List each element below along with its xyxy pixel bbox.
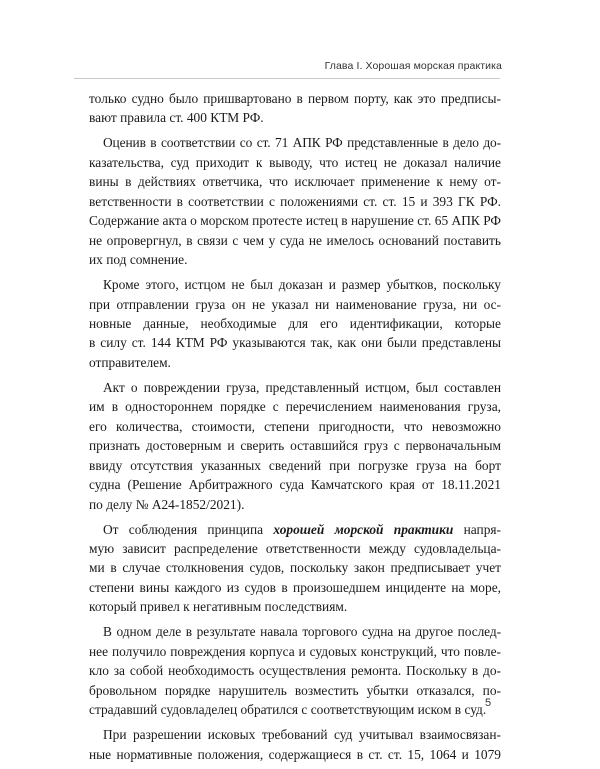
text-line: ные нормативные положения, содержащиеся в ст. ст. 15, 1064 и 1079 bbox=[89, 746, 501, 762]
text-line: новные данные, необходимые для его идентификации, которые bbox=[89, 315, 501, 331]
text-line: ввиду отсутствия указанных сведений при погрузке груза на борт bbox=[89, 457, 501, 473]
text-line: вины в действиях ответчика, что исключает применение к нему от- bbox=[89, 174, 501, 190]
text-line: Акт о повреждении груза, представленный истцом, был составлен bbox=[103, 379, 501, 395]
text-line-with-emphasis bbox=[89, 520, 501, 539]
text-run: напря- bbox=[453, 521, 502, 537]
page-number: 5 bbox=[485, 697, 492, 709]
text-line: бровольном порядке нарушитель возместить убытки отказался, по- bbox=[89, 682, 501, 698]
text-line: В одном деле в результате навала торгового судна на другое послед- bbox=[103, 624, 501, 640]
text-line: их под сомнение. bbox=[89, 252, 188, 268]
emphasized-term: хорошей морской практики bbox=[273, 521, 454, 537]
text-line: при отправлении груза он не указал ни наименование груза, ни ос- bbox=[89, 296, 501, 312]
text-line: При разрешении исковых требований суд учитывал взаимосвязан- bbox=[103, 727, 501, 743]
text-line: степени вины каждого из судов в произошедшем инциденте на море, bbox=[89, 579, 501, 595]
running-header: Глава I. Хорошая морская практика bbox=[324, 60, 502, 72]
header-rule bbox=[74, 78, 500, 79]
text-line: страдавший судовладелец обратился с соответствующим иском в суд. bbox=[89, 702, 487, 718]
paragraph-3 bbox=[89, 275, 501, 372]
text-line: нее получило повреждения корпуса и судовых конструкций, что повле- bbox=[89, 643, 501, 659]
text-line: в силу ст. 144 КТМ РФ указываются так, как они были представлены bbox=[89, 335, 501, 351]
text-line: судна (Решение Арбитражного суда Камчатского края от 18.11.2021 bbox=[89, 477, 501, 493]
text-line: по делу № А24-1852/2021). bbox=[89, 496, 245, 512]
text-line: Содержание акта о морском протесте истец в нарушение ст. 65 АПК РФ bbox=[89, 213, 501, 229]
paragraph-7 bbox=[89, 725, 501, 764]
text-line: его количества, стоимости, степени пригодности, что невозможно bbox=[89, 418, 501, 434]
paragraph-2 bbox=[89, 133, 501, 269]
text-line: Кроме этого, истцом не был доказан и размер убытков, поскольку bbox=[103, 277, 501, 293]
page-body bbox=[89, 89, 501, 769]
text-line: ми в случае столкновения судов, поскольку закон предписывает учет bbox=[89, 560, 501, 576]
text-line: Оценив в соответствии со ст. 71 АПК РФ представленные в дело до- bbox=[103, 135, 501, 151]
paragraph-4 bbox=[89, 378, 501, 514]
text-line: кло за собой необходимость осуществления ремонта. Поскольку в до- bbox=[89, 663, 501, 679]
text-line: только судно было пришвартовано в первом порту, как это предписы- bbox=[89, 91, 501, 106]
text-line: не опровергнул, в связи с чем у суда не имелось оснований поставить bbox=[89, 232, 501, 248]
text-line: отправителем. bbox=[89, 354, 171, 370]
text-line: ветственности в соответствии с положениями ст. ст. 15 и 393 ГК РФ. bbox=[89, 193, 501, 209]
text-run: От соблюдения принципа bbox=[103, 521, 274, 537]
paragraph-5 bbox=[89, 520, 501, 617]
text-line: им в одностороннем порядке с перечислением наименования груза, bbox=[89, 399, 501, 415]
text-line: вают правила ст. 400 КТМ РФ. bbox=[89, 110, 264, 126]
paragraph-6 bbox=[89, 622, 501, 719]
text-line: который привел к негативным последствиям. bbox=[89, 599, 348, 615]
paragraph-1 bbox=[89, 89, 501, 128]
text-line: мую зависит распределение ответственности между судовладельца- bbox=[89, 540, 501, 556]
text-line: казательства, суд приходит к выводу, что истец не доказал наличие bbox=[89, 154, 501, 170]
text-line: признать достоверным и сверить оставшийся груз с первоначальным bbox=[89, 438, 501, 454]
